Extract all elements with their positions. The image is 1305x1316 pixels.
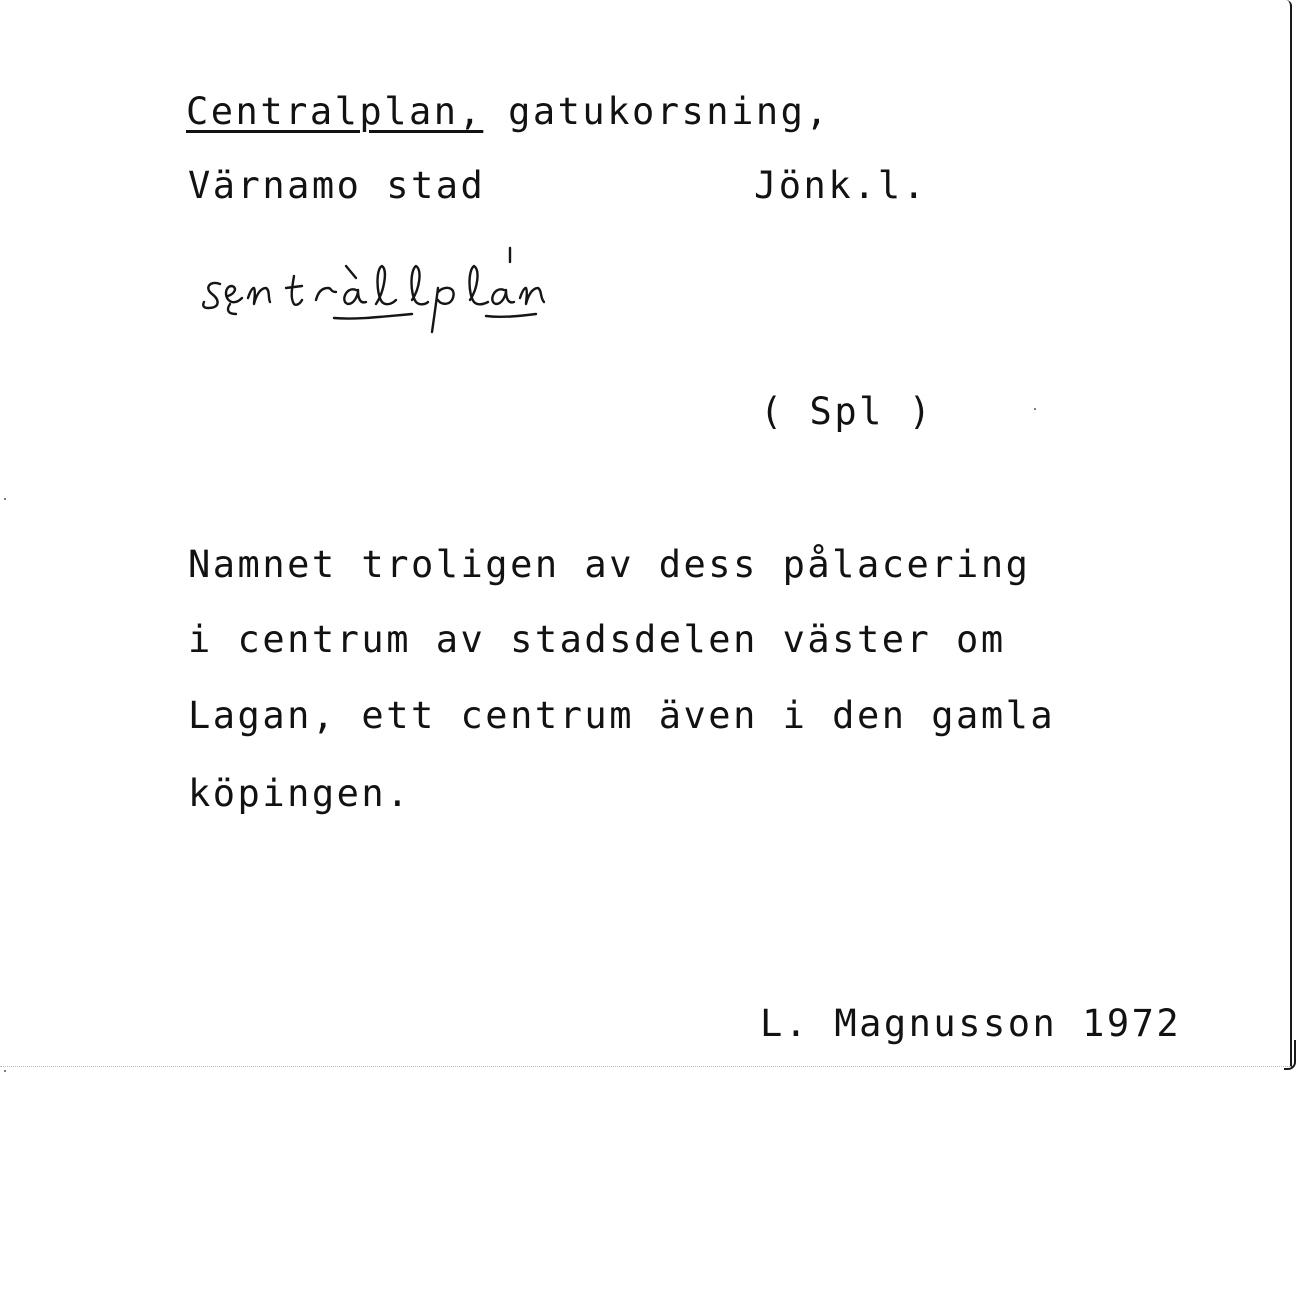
body-line-3: Lagan, ett centrum även i den gamla: [188, 694, 1056, 737]
speck: [4, 498, 6, 500]
heading-line: [186, 92, 830, 132]
region-name: Jönk.l.: [754, 164, 928, 207]
body-line-4: köpingen.: [188, 772, 411, 815]
card-corner-edge: [1284, 1040, 1296, 1070]
handwritten-pronunciation: [198, 240, 668, 340]
headword-description: gatukorsning,: [483, 90, 831, 133]
place-name: Värnamo stad: [188, 164, 486, 207]
speck: [4, 1070, 6, 1072]
body-line-1: Namnet troligen av dess pålacering: [188, 543, 1031, 586]
speck: [1034, 408, 1036, 410]
headword: Centralplan,: [186, 90, 484, 133]
handwritten-pronunciation-drawing: [198, 240, 668, 340]
body-line-2: i centrum av stadsdelen väster om: [188, 618, 1006, 661]
source-code: ( Spl ): [760, 390, 934, 433]
signature: L. Magnusson 1972: [760, 1002, 1182, 1045]
